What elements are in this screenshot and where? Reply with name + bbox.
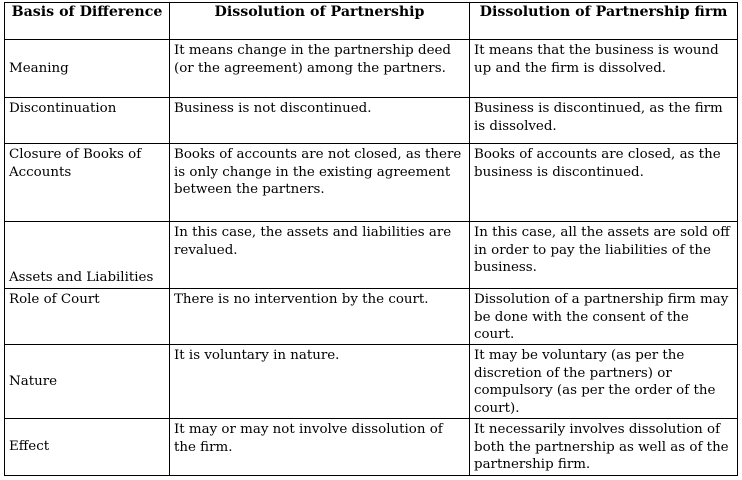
row-firm-cell: In this case, all the assets are sold off in order to pay the liabilities of the business. <box>470 222 738 289</box>
table-row <box>5 419 738 476</box>
row-partnership-cell: It is voluntary in nature. <box>170 345 470 419</box>
header-basis: Basis of Difference <box>5 3 170 40</box>
table-row <box>5 222 738 289</box>
table-row <box>5 40 738 98</box>
row-basis: Discontinuation <box>5 98 170 144</box>
row-basis: Assets and Liabilities <box>5 222 170 289</box>
row-basis: Meaning <box>5 40 170 98</box>
row-firm-cell: Books of accounts are closed, as the business is discontinued. <box>470 144 738 222</box>
row-partnership-cell: In this case, the assets and liabilities are revalued. <box>170 222 470 289</box>
table-row <box>5 144 738 222</box>
row-firm-cell: Dissolution of a partnership firm may be done with the consent of the court. <box>470 289 738 345</box>
row-partnership-cell: Books of accounts are not closed, as there is only change in the existing agreement between the partners. <box>170 144 470 222</box>
row-partnership-cell: It may or may not involve dissolution of the firm. <box>170 419 470 476</box>
row-firm-cell: Business is discontinued, as the firm is dissolved. <box>470 98 738 144</box>
row-basis: Role of Court <box>5 289 170 345</box>
row-partnership-cell: It means change in the partnership deed (or the agreement) among the partners. <box>170 40 470 98</box>
row-partnership-cell: Business is not discontinued. <box>170 98 470 144</box>
header-dissolution-of-partnership: Dissolution of Partnership <box>170 3 470 40</box>
header-row <box>5 3 738 40</box>
row-basis: Nature <box>5 345 170 419</box>
table-row <box>5 98 738 144</box>
header-dissolution-of-partnership-firm: Dissolution of Partnership firm <box>470 3 738 40</box>
row-firm-cell: It may be voluntary (as per the discretion of the partners) or compulsory (as per the order of the court). <box>470 345 738 419</box>
row-basis: Closure of Books of Accounts <box>5 144 170 222</box>
row-firm-cell: It necessarily involves dissolution of both the partnership as well as of the partnership firm. <box>470 419 738 476</box>
table-row <box>5 345 738 419</box>
table-row <box>5 289 738 345</box>
row-partnership-cell: There is no intervention by the court. <box>170 289 470 345</box>
row-firm-cell: It means that the business is wound up and the firm is dissolved. <box>470 40 738 98</box>
row-basis: Effect <box>5 419 170 476</box>
comparison-table <box>4 2 738 476</box>
